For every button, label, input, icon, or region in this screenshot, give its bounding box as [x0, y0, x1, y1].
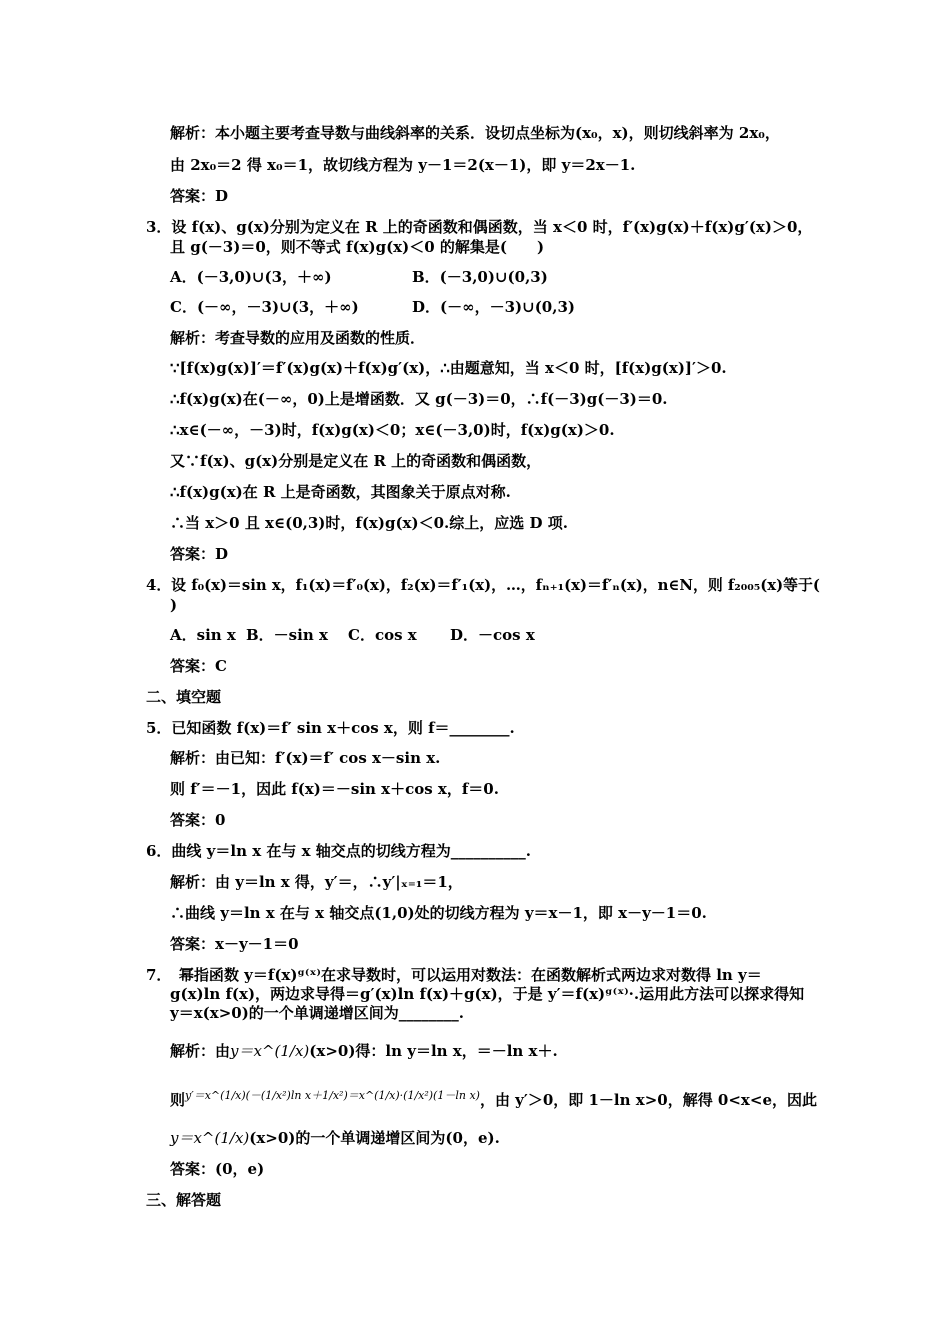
formula-image-2: y′＝x^(1/x)(－(1/x²)ln x＋1/x²)＝x^(1/x)·(1/x²)(1－ln x) [185, 1089, 480, 1102]
question-5-stem: 5．已知函数 f(x)＝f′ sin x＋cos x，则 f＝________. [146, 719, 515, 737]
answer-q5: 答案：0 [170, 811, 226, 829]
q3-analysis-line-2: ∴f(x)g(x)在(－∞，0)上是增函数．又 g(－3)＝0，∴f(－3)g(－3)＝0. [170, 390, 668, 408]
q5-analysis-line-2: 则 f′＝－1，因此 f(x)＝－sin x＋cos x，f＝0. [170, 780, 499, 798]
q3-analysis-line-4: 又∵f(x)、g(x)分别是定义在 R 上的奇函数和偶函数， [170, 452, 542, 470]
q7-then-label: 则 [170, 1091, 186, 1109]
q5-analysis-line-1: 解析：由已知：f′(x)＝f′ cos x－sin x. [170, 749, 441, 767]
q3-analysis-line-3: ∴x∈(－∞，－3)时，f(x)g(x)＜0；x∈(－3,0)时，f(x)g(x)＞0. [170, 421, 615, 439]
question-4-stem: 4．设 f₀(x)＝sin x，f₁(x)＝f′₀(x)，f₂(x)＝f′₁(x)，…，fₙ₊₁(x)＝f′ₙ(x)，n∈N，则 f₂₀₀₅(x)等于( [146, 576, 820, 594]
answer-q3: 答案：D [170, 545, 229, 563]
question-7-stem-cont-2: y＝x(x>0)的一个单调递增区间为________. [170, 1004, 465, 1022]
q4-option-b: B．－sin x [246, 626, 328, 644]
question-3-stem-cont: 且 g(－3)＝0，则不等式 f(x)g(x)＜0 的解集是( ) [170, 238, 545, 256]
q7-analysis-line-1 [170, 1041, 558, 1061]
answer-q4: 答案：C [170, 657, 227, 675]
q3-option-c: C．(－∞，－3)∪(3，＋∞) [170, 298, 359, 316]
question-6-stem: 6．曲线 y＝ln x 在与 x 轴交点的切线方程为__________. [146, 842, 531, 860]
q7-analysis-line-3 [170, 1128, 500, 1148]
question-3-stem: 3．设 f(x)、g(x)分别为定义在 R 上的奇函数和偶函数，当 x＜0 时，f′(x)g(x)＋f(x)g′(x)＞0， [146, 218, 813, 236]
analysis-line-1: 解析：本小题主要考查导数与曲线斜率的关系．设切点坐标为(x₀，x)，则切线斜率为 2x₀， [170, 124, 780, 142]
question-7-stem: 7． 幂指函数 y＝f(x)ᵍ⁽ˣ⁾在求导数时，可以运用对数法：在函数解析式两边求对数得 ln y＝ [146, 966, 762, 984]
q7-analysis-line-1-text: (x>0)得：ln y＝ln x，＝－ln x＋. [309, 1042, 558, 1060]
analysis-line-2: 由 2x₀＝2 得 x₀＝1，故切线方程为 y－1＝2(x－1)，即 y＝2x－1. [170, 156, 636, 174]
q3-option-d: D．(－∞，－3)∪(0,3) [412, 298, 575, 316]
q3-option-b: B．(－3,0)∪(0,3) [412, 268, 548, 286]
q4-option-a: A．sin x [170, 626, 236, 644]
q7-analysis-line-2 [170, 1086, 817, 1110]
q4-option-d: D．－cos x [450, 626, 535, 644]
answer-q7: 答案：(0，e) [170, 1160, 265, 1178]
q7-analysis-label: 解析：由 [170, 1042, 231, 1060]
q6-analysis-line-1: 解析：由 y＝ln x 得，y′＝，∴y′|ₓ₌₁＝1， [170, 873, 463, 891]
q3-analysis-line-6: ∴当 x＞0 且 x∈(0,3)时，f(x)g(x)＜0.综上，应选 D 项. [170, 514, 568, 532]
q7-analysis-line-3-text: (x>0)的一个单调递增区间为(0，e). [249, 1129, 500, 1147]
q3-option-a: A．(－3,0)∪(3，＋∞) [170, 268, 332, 286]
section-answer-heading: 三、解答题 [146, 1191, 222, 1209]
formula-image-3: y＝x^(1/x) [170, 1129, 250, 1147]
q6-analysis-line-2: ∴曲线 y＝ln x 在与 x 轴交点(1,0)处的切线方程为 y＝x－1，即 x－y－1＝0. [170, 904, 707, 922]
q3-analysis-line-5: ∴f(x)g(x)在 R 上是奇函数，其图象关于原点对称. [170, 483, 511, 501]
section-fill-in-heading: 二、填空题 [146, 688, 222, 706]
answer-q2: 答案：D [170, 187, 229, 205]
q7-analysis-line-2-text: ，由 y′＞0，即 1－ln x>0，解得 0<x<e，因此 [479, 1091, 817, 1109]
question-4-stem-cont: ) [170, 596, 178, 614]
q4-option-c: C．cos x [348, 626, 417, 644]
formula-image-1: y＝x^(1/x) [230, 1042, 310, 1060]
q3-analysis-line-1: ∵[f(x)g(x)]′＝f′(x)g(x)＋f(x)g′(x)，∴由题意知，当 x＜0 时，[f(x)g(x)]′＞0. [170, 359, 727, 377]
q3-analysis-title: 解析：考查导数的应用及函数的性质． [170, 329, 426, 347]
question-7-stem-cont-1: g(x)ln f(x)，两边求导得＝g′(x)ln f(x)＋g(x)，于是 y′＝f(x)ᵍ⁽ˣ⁾·.运用此方法可以探求得知 [170, 985, 805, 1003]
answer-q6: 答案：x－y－1＝0 [170, 935, 299, 953]
